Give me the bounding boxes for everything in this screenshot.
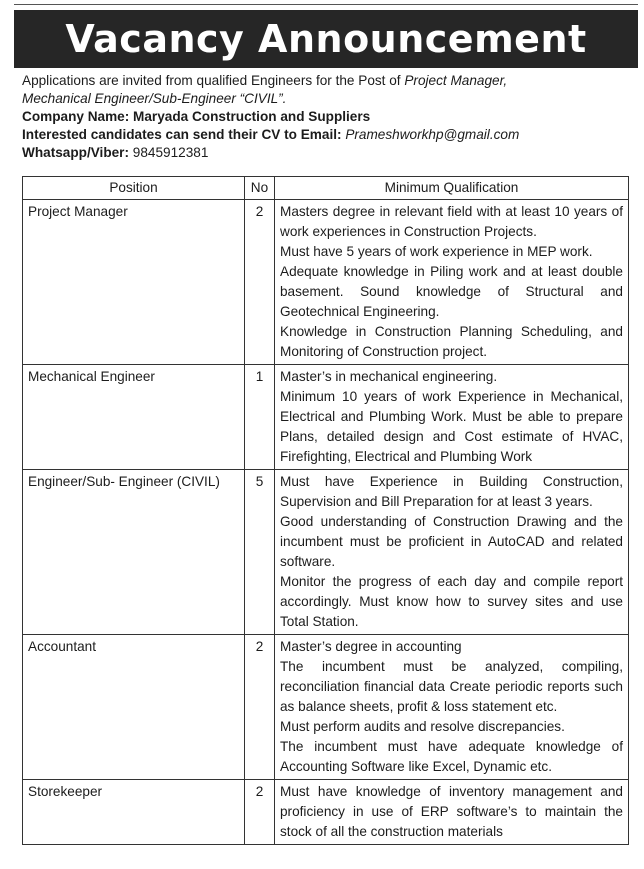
cell-qualification (275, 780, 629, 845)
intro-line-2 (22, 90, 632, 108)
page-title: Vacancy Announcement (65, 17, 587, 61)
qualification-line: The incumbent must have adequate knowledge of Accounting Software like Excel, Dynamic etc. (280, 739, 623, 774)
email-label: Interested candidates can send their CV to Email: (22, 127, 346, 142)
cell-no: 1 (245, 365, 275, 470)
top-rule (14, 4, 638, 5)
intro-text: Applications are invited from qualified Engineers for the Post of (22, 73, 405, 88)
cell-qualification (275, 365, 629, 470)
company-name: Company Name: Maryada Construction and Suppliers (22, 109, 371, 124)
qualification-line: Knowledge in Construction Planning Scheduling, and Monitoring of Construction project. (280, 324, 623, 359)
table-row (23, 780, 629, 845)
header-qualification: Minimum Qualification (275, 177, 629, 200)
qualification-line: Must have 5 years of work experience in MEP work. (280, 244, 593, 259)
table-row (23, 200, 629, 365)
cell-position: Engineer/Sub- Engineer (CIVIL) (23, 470, 245, 635)
table-header-row (23, 177, 629, 200)
email-line (22, 126, 632, 144)
cell-no: 2 (245, 780, 275, 845)
cell-no: 5 (245, 470, 275, 635)
qualification-line: Master’s degree in accounting (280, 639, 462, 654)
email-address[interactable]: Prameshworkhp@gmail.com (345, 127, 520, 142)
phone-label: Whatsapp/Viber: (22, 145, 133, 160)
cell-no: 2 (245, 635, 275, 780)
qualification-line: The incumbent must be analyzed, compiling, reconciliation financial data Create periodic reports such as balance sheets, profit & loss statement etc. (280, 659, 623, 714)
qualification-line: Must have Experience in Building Construction, Supervision and Bill Preparation for at least 3 years. (280, 474, 623, 509)
table-row (23, 635, 629, 780)
phone-line (22, 144, 632, 162)
cell-position: Mechanical Engineer (23, 365, 245, 470)
header-no: No (245, 177, 275, 200)
table-row (23, 470, 629, 635)
qualification-line: Must perform audits and resolve discrepancies. (280, 719, 565, 734)
qualification-line: Minimum 10 years of work Experience in Mechanical, Electrical and Plumbing Work. Must be able to prepare Plans, detailed design and Cost estimate of HVAC, Firefighting, Electrical and Plumbing Work (280, 389, 623, 464)
qualification-line: Adequate knowledge in Piling work and at least double basement. Sound knowledge of Structural and Geotechnical Engineering. (280, 264, 623, 319)
header-position: Position (23, 177, 245, 200)
qualification-line: Masters degree in relevant field with at least 10 years of work experiences in Construction Projects. (280, 204, 623, 239)
cell-no: 2 (245, 200, 275, 365)
cell-qualification (275, 470, 629, 635)
intro-line-1 (22, 72, 632, 90)
phone-number: 9845912381 (132, 145, 209, 160)
vacancy-table (22, 176, 629, 845)
cell-position: Accountant (23, 635, 245, 780)
qualification-line: Good understanding of Construction Drawing and the incumbent must be proficient in AutoCAD and related software. (280, 514, 623, 569)
title-banner (14, 10, 638, 68)
cell-position: Storekeeper (23, 780, 245, 845)
qualification-line: Must have knowledge of inventory management and proficiency in use of ERP software’s to maintain the stock of all the construction materials (280, 784, 623, 839)
qualification-line: Monitor the progress of each day and compile report accordingly. Must know how to survey sites and use Total Station. (280, 574, 623, 629)
intro-post-2: Mechanical Engineer/Sub-Engineer “CIVIL”. (22, 91, 287, 106)
cell-qualification (275, 200, 629, 365)
intro-post-1: Project Manager, (404, 73, 508, 88)
intro-block (22, 72, 632, 162)
table-row (23, 365, 629, 470)
qualification-line: Master’s in mechanical engineering. (280, 369, 498, 384)
cell-qualification (275, 635, 629, 780)
cell-position: Project Manager (23, 200, 245, 365)
